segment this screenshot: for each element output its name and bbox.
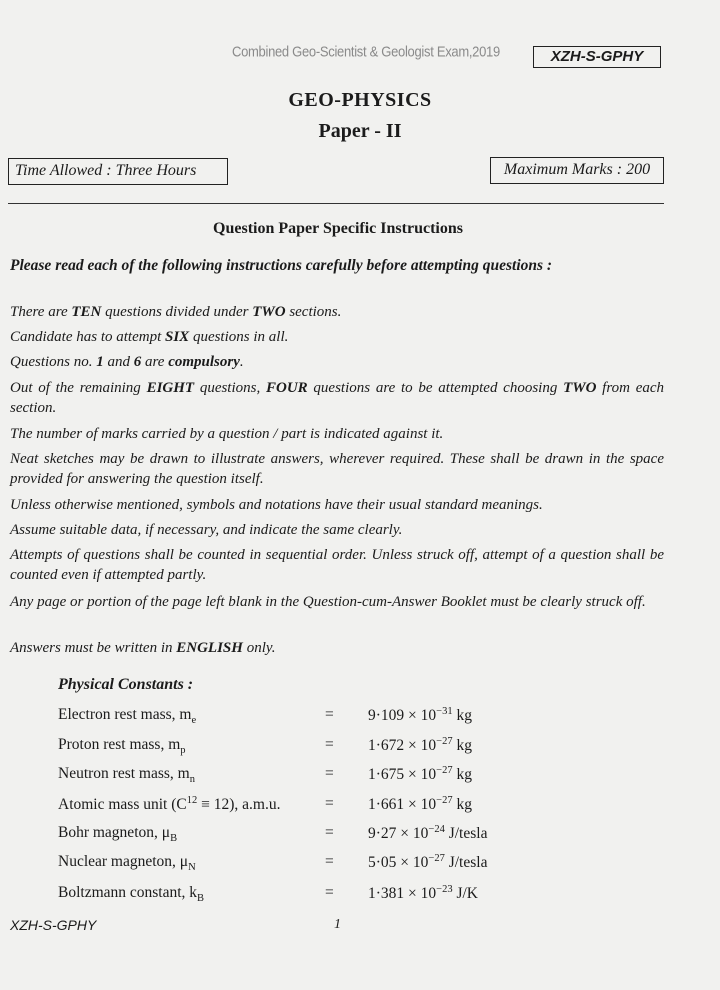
paper-code-box: XZH-S-GPHY xyxy=(533,46,661,68)
instructions-lead: Please read each of the following instructions carefully before attempting questions : xyxy=(10,257,553,274)
constant-value: $9\cdot 109 \times 10^{-31}$ kg xyxy=(368,706,472,725)
instruction-3: Questions no. 1 and 6 are compulsory. xyxy=(10,354,244,370)
equals-sign: = xyxy=(325,765,334,782)
instruction-11: Answers must be written in ENGLISH only. xyxy=(10,640,276,656)
instruction-8: Assume suitable data, if necessary, and indicate the same clearly. xyxy=(10,522,403,538)
constant-value: $1\cdot 675 \times 10^{-27}$ kg xyxy=(368,765,472,784)
time-allowed-box: Time Allowed : Three Hours xyxy=(8,158,228,185)
equals-sign: = xyxy=(325,706,334,723)
maximum-marks-box: Maximum Marks : 200 xyxy=(490,157,664,184)
constant-value: $1\cdot 672 \times 10^{-27}$ kg xyxy=(368,736,472,755)
equals-sign: = xyxy=(325,884,334,901)
instruction-4: Out of the remaining EIGHT questions, FOUR questions are to be attempted choosing TWO from each section. xyxy=(10,380,665,416)
constant-name: Electron rest mass, $m_e$ xyxy=(58,706,197,727)
constant-name: Boltzmann constant, $k_B$ xyxy=(58,884,205,905)
constant-value: $5\cdot 05 \times 10^{-27}$ J/tesla xyxy=(368,853,488,872)
paper-number: Paper - II xyxy=(318,120,402,142)
equals-sign: = xyxy=(325,795,334,812)
constant-value: $9\cdot 27 \times 10^{-24}$ J/tesla xyxy=(368,824,488,843)
equals-sign: = xyxy=(325,736,334,753)
equals-sign: = xyxy=(325,853,334,870)
instruction-7: Unless otherwise mentioned, symbols and notations have their usual standard meanings. xyxy=(10,497,543,513)
footer-paper-code: XZH-S-GPHY xyxy=(10,917,97,933)
instruction-1: There are TEN questions divided under TWO sections. xyxy=(10,304,342,320)
constant-name: Neutron rest mass, $m_n$ xyxy=(58,765,195,786)
constant-value: $1\cdot 661 \times 10^{-27}$ kg xyxy=(368,795,472,814)
page-number: 1 xyxy=(334,917,341,932)
instruction-10: Any page or portion of the page left blank in the Question-cum-Answer Booklet must be clearly struck off. xyxy=(10,594,646,610)
constant-name: Bohr magneton, $\mu_B$ xyxy=(58,824,178,845)
constant-name: Nuclear magneton, $\mu_N$ xyxy=(58,853,196,874)
paper-title: GEO-PHYSICS xyxy=(288,89,432,111)
constant-name: Atomic mass unit $(C^{12} \equiv 12)$, a.m.u. xyxy=(58,795,281,814)
equals-sign: = xyxy=(325,824,334,841)
header-divider xyxy=(8,203,664,204)
physical-constants-heading: Physical Constants : xyxy=(58,676,194,693)
instruction-5: The number of marks carried by a question / part is indicated against it. xyxy=(10,426,444,442)
constant-name: Proton rest mass, $m_p$ xyxy=(58,736,186,757)
instruction-2: Candidate has to attempt SIX questions in all. xyxy=(10,329,289,345)
exam-watermark: Combined Geo-Scientist & Geologist Exam,2019 xyxy=(232,42,500,61)
instructions-heading: Question Paper Specific Instructions xyxy=(213,220,463,237)
instruction-9: Attempts of questions shall be counted in sequential order. Unless struck off, attempt of a question shall be counted even if attempted partly. xyxy=(10,547,664,583)
instruction-6: Neat sketches may be drawn to illustrate answers, wherever required. These shall be drawn in the space provided for answering the question itself. xyxy=(10,451,664,487)
constant-value: $1\cdot 381 \times 10^{-23}$ J/K xyxy=(368,884,478,903)
